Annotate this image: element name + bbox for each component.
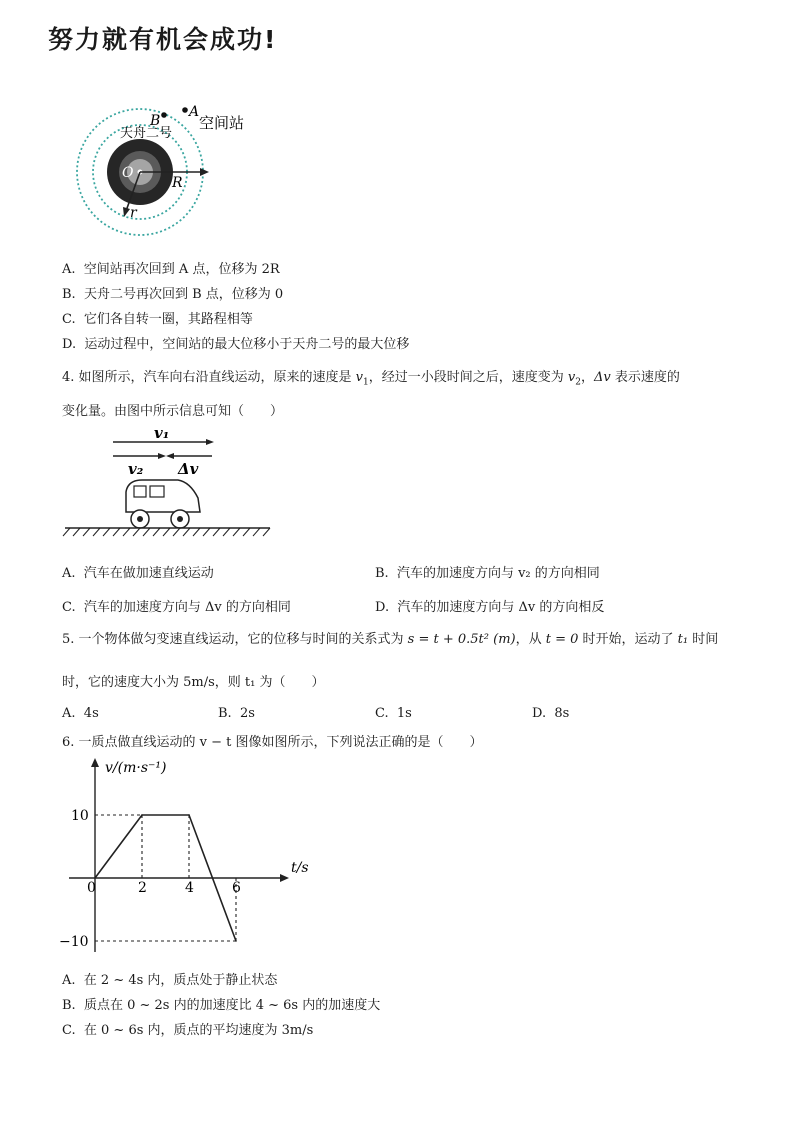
car-front-hub [177, 516, 183, 522]
car-rear-hub [137, 516, 143, 522]
y-axis-arrowhead [91, 758, 99, 767]
label-station: 空间站 [199, 114, 245, 132]
q5-option-a: A. 4s [62, 706, 99, 721]
label-R: R [172, 175, 183, 191]
label-A: A [189, 104, 200, 120]
x-tick-label: 4 [185, 880, 194, 896]
q3-option-d: D. 运动过程中，空间站的最大位移小于天舟二号的最大位移 [62, 337, 410, 352]
y-tick-label: 10 [71, 808, 89, 824]
car-body [126, 480, 200, 512]
x-tick-label: 2 [138, 880, 147, 896]
page-header-title: 努力就有机会成功! [48, 25, 278, 54]
q5-option-d: D. 8s [532, 706, 570, 721]
q5-stem-line1: 5. 一个物体做匀变速直线运动，它的位移与时间的关系式为 s = t + 0.5t² (m)，从 t = 0 时开始，运动了 t₁ 时间 [62, 632, 719, 647]
data-point [141, 814, 143, 816]
q4-option-d: D. 汽车的加速度方向与 Δv 的方向相反 [375, 600, 605, 615]
dv-arrowhead [166, 453, 174, 459]
q5-option-c: C. 1s [375, 706, 412, 721]
q4-option-c: C. 汽车的加速度方向与 Δv 的方向相同 [62, 600, 291, 615]
ground-hatching [63, 528, 270, 536]
data-point [94, 877, 96, 879]
v2-arrowhead [158, 453, 166, 459]
x-tick-label: 6 [232, 880, 241, 896]
q5-option-b: B. 2s [218, 706, 255, 721]
label-tianzhou: 天舟二号 [120, 126, 173, 141]
q4-stem-line1: 4. 如图所示，汽车向右沿直线运动，原来的速度是 $v_1$，经过一小段时间之后，速度变为 $v_2$，Δv 表示速度的 [62, 370, 680, 388]
label-r: r [130, 205, 137, 221]
q4-stem-line2: 变化量。由图中所示信息可知（ ） [62, 404, 284, 419]
q4-option-a: A. 汽车在做加速直线运动 [62, 566, 214, 581]
point-A-dot [182, 107, 188, 113]
q4-option-b: B. 汽车的加速度方向与 v₂ 的方向相同 [375, 566, 600, 581]
data-point [235, 940, 237, 942]
q3-option-a: A. 空间站再次回到 A 点，位移为 2R [62, 262, 280, 277]
fig-label-dv: Δv [178, 460, 199, 478]
orbit-figure [60, 95, 270, 245]
vt-chart [55, 752, 325, 967]
q6-option-b: B. 质点在 0 ~ 2s 内的加速度比 4 ~ 6s 内的加速度大 [62, 998, 381, 1013]
x-axis-arrowhead [280, 874, 289, 882]
fig-label-v1: v₁ [154, 424, 170, 442]
q3-option-b: B. 天舟二号再次回到 B 点，位移为 0 [62, 287, 284, 302]
y-axis-label: v/(m·s⁻¹) [105, 760, 167, 776]
q3-option-c: C. 它们各自转一圈，其路程相等 [62, 312, 253, 327]
label-B: B [150, 113, 161, 129]
fig-label-v2: v₂ [128, 460, 144, 478]
car-figure [60, 422, 275, 547]
q5-stem-line2: 时，它的速度大小为 5m/s，则 t₁ 为（ ） [62, 675, 325, 690]
label-O: O [122, 165, 134, 181]
v1-arrowhead [206, 439, 214, 445]
q6-option-a: A. 在 2 ~ 4s 内，质点处于静止状态 [62, 973, 278, 988]
q6-option-c: C. 在 0 ~ 6s 内，质点的平均速度为 3m/s [62, 1023, 314, 1038]
x-axis-label: t/s [291, 860, 309, 876]
q6-stem: 6. 一质点做直线运动的 v − t 图像如图所示，下列说法正确的是（ ） [62, 735, 483, 750]
y-tick-label: −10 [59, 934, 89, 950]
radius-r-arrowhead [123, 207, 130, 217]
x-tick-label: 0 [87, 880, 96, 896]
radius-R-arrowhead [200, 168, 209, 176]
data-point [188, 814, 190, 816]
point-B-dot [161, 112, 167, 118]
